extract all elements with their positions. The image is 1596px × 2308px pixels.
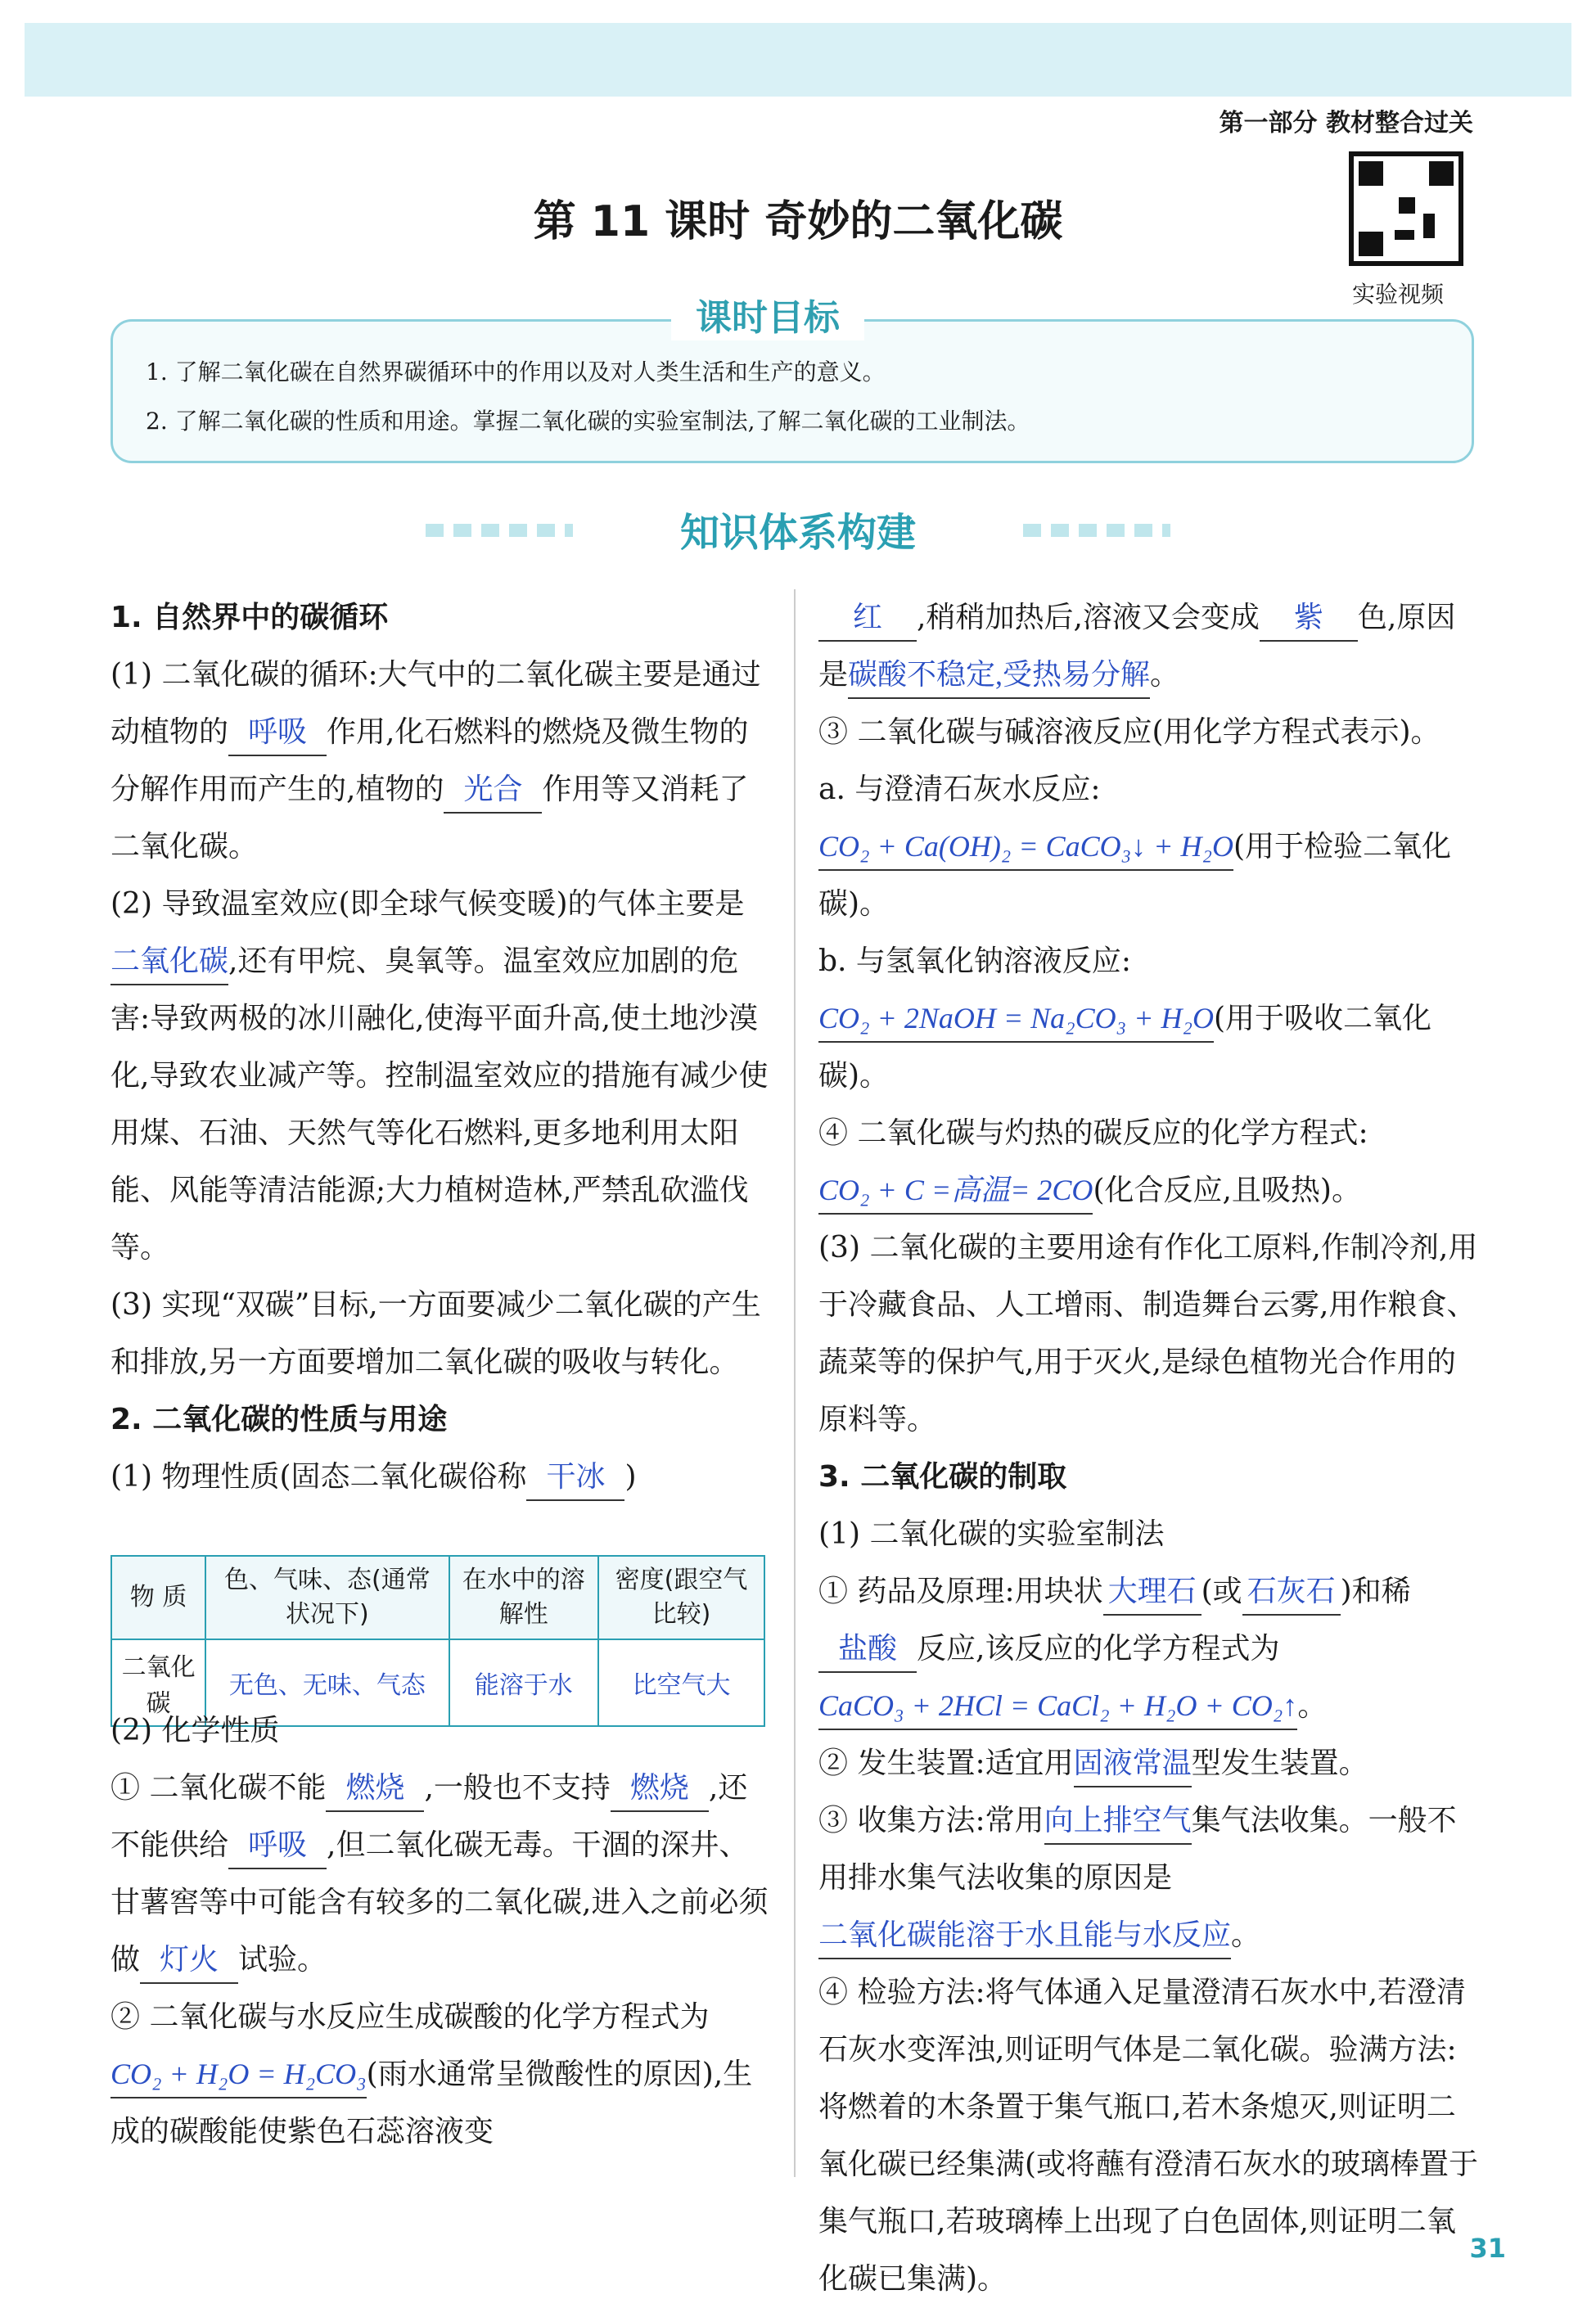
s2-title: 2. 二氧化碳的性质与用途 [110,1403,448,1436]
qr-label: 实验视频 [1352,281,1445,308]
s2-c2-cont: 红 ,稍稍加热后,溶液又会变成 紫 色,原因是碳酸不稳定,受热易分解。 [818,589,1481,704]
answer-blank: 紫 [1260,594,1358,642]
page-number: 31 [1469,2233,1506,2264]
s2-c2: ② 二氧化碳与水反应生成碳酸的化学方程式为CO₂ + H₂O = H₂CO₃(雨水通常呈微酸性的原因),生成的碳酸能使紫色石蕊溶液变 [110,2000,753,2148]
answer-blank: 燃烧 [326,1765,424,1812]
answer-blank: 大理石 [1103,1568,1202,1616]
answer-blank: 呼吸 [228,709,327,756]
goals-label: 课时目标 [671,288,864,340]
table-cell: 能溶于水 [449,1639,599,1726]
s1-title: 1. 自然界中的碳循环 [110,601,389,634]
physical-properties-table [110,1555,765,1727]
s1-p2: (2) 导致温室效应(即全球气候变暖)的气体主要是二氧化碳,还有甲烷、臭氧等。温室效应加剧的危害:导致两极的冰川融化,使海平面升高,使土地沙漠化,导致农业减产等。控制温室效应的措施有减少使用煤、石油、天然气等化石燃料,更多地利用太阳能、风能等清洁能源;大力植树造林,严禁乱砍滥伐等。 [110,887,769,1264]
answer-blank: 红 [818,594,917,642]
left-column [110,589,773,1506]
answer-blank: 灯火 [140,1936,238,1984]
answer-blank: 光合 [444,766,542,814]
title-stripes-right [1023,524,1170,537]
answer-blank: 石灰石 [1242,1568,1341,1616]
s3-d1: ① 药品及原理:用块状 大理石 (或 石灰石 )和稀盐酸 反应,该反应的化学方程式为CaCO₃ + 2HCl = CaCl₂ + H₂O + CO₂↑。 [818,1563,1481,1735]
section-title: 知识体系构建 [679,510,916,556]
answer-blank: 碳酸不稳定,受热易分解 [848,651,1150,699]
answer-blank: 固液常温 [1074,1740,1192,1787]
table-cell: 无色、无味、气态 [205,1639,449,1726]
table-header: 物 质 [111,1556,205,1639]
s3-lab: (1) 二氧化碳的实验室制法 [818,1517,1165,1551]
s2-c3: ③ 二氧化碳与碱溶液反应(用化学方程式表示)。 [818,715,1440,749]
goals-box [110,319,1474,463]
equation-blank: CO₂ + 2NaOH = Na₂CO₃ + H₂O [818,995,1214,1043]
equation-blank: CO₂ + C =高温= 2CO [818,1167,1093,1215]
s3-title: 3. 二氧化碳的制取 [818,1460,1067,1494]
answer-blank: 干冰 [526,1454,624,1501]
equation-blank: CO₂ + H₂O = H₂CO₃ [110,2051,367,2098]
table-cell: 比空气大 [598,1639,764,1726]
s1-p1: (1) 二氧化碳的循环:大气中的二氧化碳主要是通过动植物的 呼吸 作用,化石燃料的燃烧及微生物的分解作用而产生的,植物的 光合 作用等又消耗了二氧化碳。 [110,658,761,863]
answer-blank: 二氧化碳能溶于水且能与水反应 [818,1912,1231,1959]
part-header: 第一部分 教材整合过关 [1219,109,1473,137]
goal-item-1: 1. 了解二氧化碳在自然界碳循环中的作用以及对人类生活和生产的意义。 [146,358,886,385]
left-column-lower [110,1702,773,2161]
s2-c3a: a. 与澄清石灰水反应:CO₂ + Ca(OH)₂ = CaCO₃↓ + H₂O(用于检验二氧化碳)。 [818,773,1451,921]
table-header: 色、气味、态(通常状况下) [205,1556,449,1639]
equation-blank: CO₂ + Ca(OH)₂ = CaCO₃↓ + H₂O [818,823,1233,871]
s1-p3: (3) 实现“双碳”目标,一方面要减少二氧化碳的产生和排放,另一方面要增加二氧化碳的吸收与转化。 [110,1288,761,1379]
top-color-band [25,23,1571,97]
s2-phys: (1) 物理性质(固态二氧化碳俗称 干冰 ) [110,1449,773,1506]
s2-c3b: b. 与氢氧化钠溶液反应:CO₂ + 2NaOH = Na₂CO₃ + H₂O(用于吸收二氧化碳)。 [818,944,1432,1093]
table-header: 密度(跟空气比较) [598,1556,764,1639]
answer-blank: 盐酸 [818,1625,917,1673]
s2-c1: ① 二氧化碳不能 燃烧 ,一般也不支持 燃烧 ,还不能供给 呼吸 ,但二氧化碳无毒。干涸的深井、甘薯窖等中可能含有较多的二氧化碳,进入之前必须做 灯火 试验。 [110,1760,773,1989]
s2-chem-title: (2) 化学性质 [110,1714,280,1747]
table-header: 在水中的溶解性 [449,1556,599,1639]
s2-uses: (3) 二氧化碳的主要用途有作化工原料,作制冷剂,用于冷藏食品、人工增雨、制造舞台云雾,用作粮食、蔬菜等的保护气,用于灭火,是绿色植物光合作用的原料等。 [818,1231,1478,1436]
s3-d4: ④ 检验方法:将气体通入足量澄清石灰水中,若澄清石灰水变浑浊,则证明气体是二氧化碳。验满方法:将燃着的木条置于集气瓶口,若木条熄灭,则证明二氧化碳已经集满(或将蘸有澄清石灰水的玻璃棒置于集气瓶口,若玻璃棒上出现了白色固体,则证明二氧化碳已集满)。 [818,1976,1479,2296]
table-cell: 二氧化碳 [111,1639,205,1726]
s2-c4: ④ 二氧化碳与灼热的碳反应的化学方程式:CO₂ + C =高温= 2CO(化合反应,且吸热)。 [818,1105,1481,1219]
s3-d2: ② 发生装置:适宜用固液常温型发生装置。 [818,1735,1481,1792]
lesson-title: 第 11 课时 奇妙的二氧化碳 [533,197,1063,246]
equation-blank: CaCO₃ + 2HCl = CaCl₂ + H₂O + CO₂↑ [818,1683,1297,1730]
column-divider [794,589,796,2177]
answer-blank: 呼吸 [228,1822,327,1869]
s3-d3: ③ 收集方法:常用向上排空气集气法收集。一般不用排水集气法收集的原因是二氧化碳能溶于水且能与水反应。 [818,1792,1481,1964]
right-column [818,589,1481,2308]
goal-item-2: 2. 了解二氧化碳的性质和用途。掌握二氧化碳的实验室制法,了解二氧化碳的工业制法。 [146,408,1030,435]
answer-blank: 燃烧 [611,1765,709,1812]
answer-blank: 向上排空气 [1044,1797,1192,1845]
answer-blank: 二氧化碳 [110,938,228,985]
